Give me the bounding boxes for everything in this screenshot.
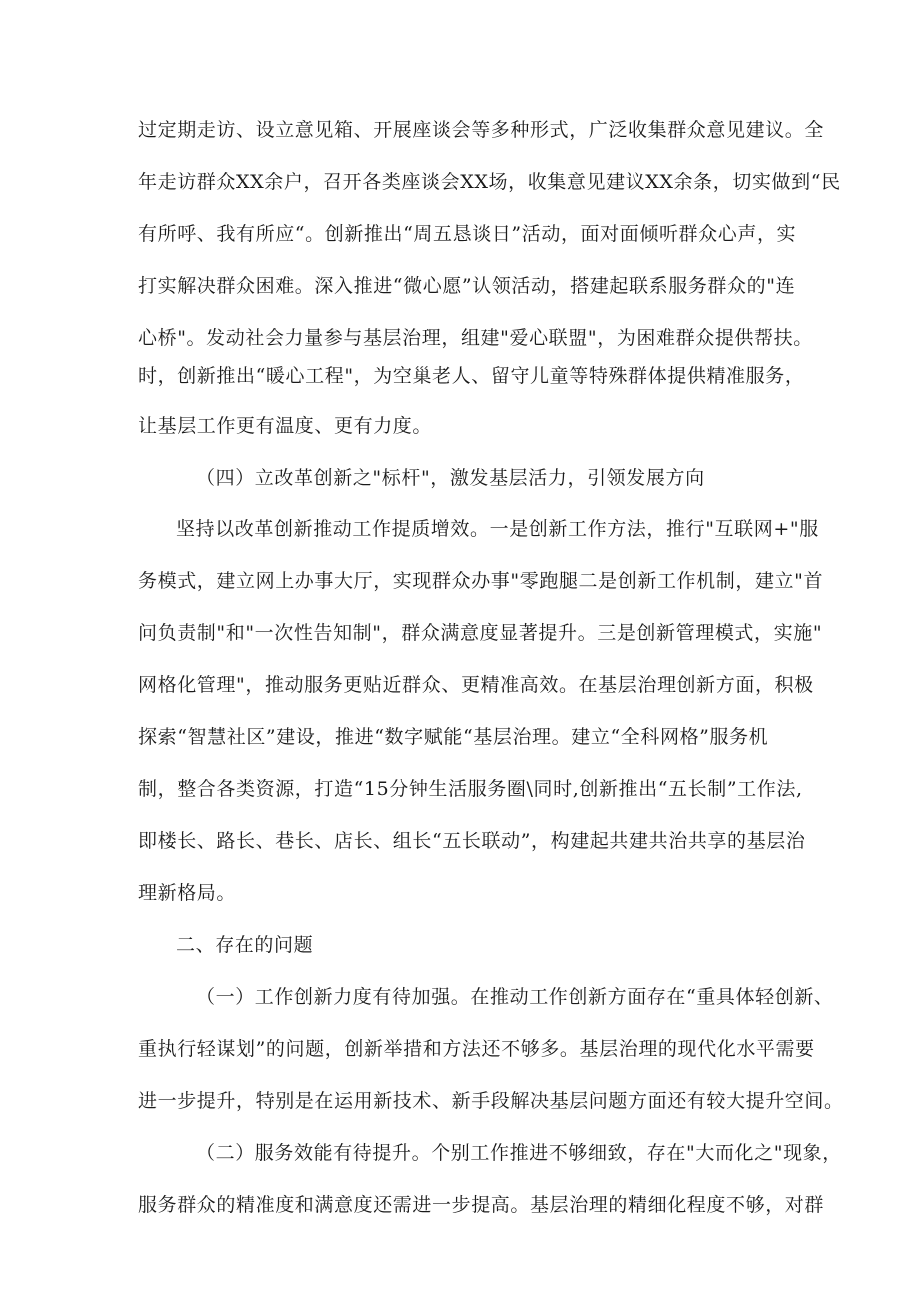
paragraph-line: 服务群众的精准度和满意度还需进一步提高。基层治理的精细化程度不够，对群 xyxy=(138,1194,825,1216)
paragraph-line: 务模式，建立网上办事大厅，实现群众办事"零跑腿二是创新工作机制，建立"首 xyxy=(138,570,824,592)
paragraph-line: 让基层工作更有温度、更有力度。 xyxy=(138,415,433,437)
paragraph-line: 问负责制"和"一次性告知制"，群众满意度显著提升。三是创新管理模式，实施" xyxy=(138,622,823,644)
paragraph-line: （二）服务效能有待提升。个别工作推进不够细致，存在"大而化之"现象， xyxy=(196,1142,842,1164)
paragraph-line: 进一步提升，特别是在运用新技术、新手段解决基层问题方面还有较大提升空间。 xyxy=(138,1090,844,1112)
paragraph-line: 探索“智慧社区”建设，推进“数字赋能“基层治理。建立“全科网格”服务机 xyxy=(138,726,769,748)
paragraph-line: 网格化管理"，推动服务更贴近群众、更精准高效。在基层治理创新方面，积极 xyxy=(138,674,814,696)
paragraph-line: 即楼长、路长、巷长、店长、组长“五长联动”，构建起共建共治共享的基层治 xyxy=(138,830,806,852)
paragraph-line: 打实解决群众困难。深入推进“微心愿”认领活动，搭建起联系服务群众的"连 xyxy=(138,275,796,297)
paragraph-line: 制，整合各类资源，打造“15分钟生活服务圈\同时,创新推出“五长制”工作法, xyxy=(138,778,803,800)
paragraph-line: 重执行轻谋划”的问题，创新举措和方法还不够多。基层治理的现代化水平需要 xyxy=(138,1038,815,1060)
paragraph-line: 心桥"。发动社会力量参与基层治理，组建"爱心联盟"，为困难群众提供帮扶。 xyxy=(138,327,813,349)
paragraph-line: 坚持以改革创新推动工作提质增效。一是创新工作方法，推行"互联网+"服 xyxy=(176,518,819,540)
paragraph-line: 时，创新推出“暖心工程"，为空巢老人、留守儿童等特殊群体提供精准服务， xyxy=(138,365,805,387)
paragraph-line: （一）工作创新力度有待加强。在推动工作创新方面存在“重具体轻创新、 xyxy=(196,986,834,1008)
section-heading: 二、存在的问题 xyxy=(176,934,314,956)
paragraph-line: 理新格局。 xyxy=(138,882,237,904)
section-heading: （四）立改革创新之"标杆"，激发基层活力，引领发展方向 xyxy=(196,467,705,489)
paragraph-line: 年走访群众XX余户，召开各类座谈会XX场，收集意见建议XX余条，切实做到“民 xyxy=(138,171,841,193)
paragraph-line: 过定期走访、设立意见箱、开展座谈会等多种形式，广泛收集群众意见建议。全 xyxy=(138,119,825,141)
paragraph-line: 有所呼、我有所应“。创新推出“周五恳谈日”活动，面对面倾听群众心声，实 xyxy=(138,223,797,245)
